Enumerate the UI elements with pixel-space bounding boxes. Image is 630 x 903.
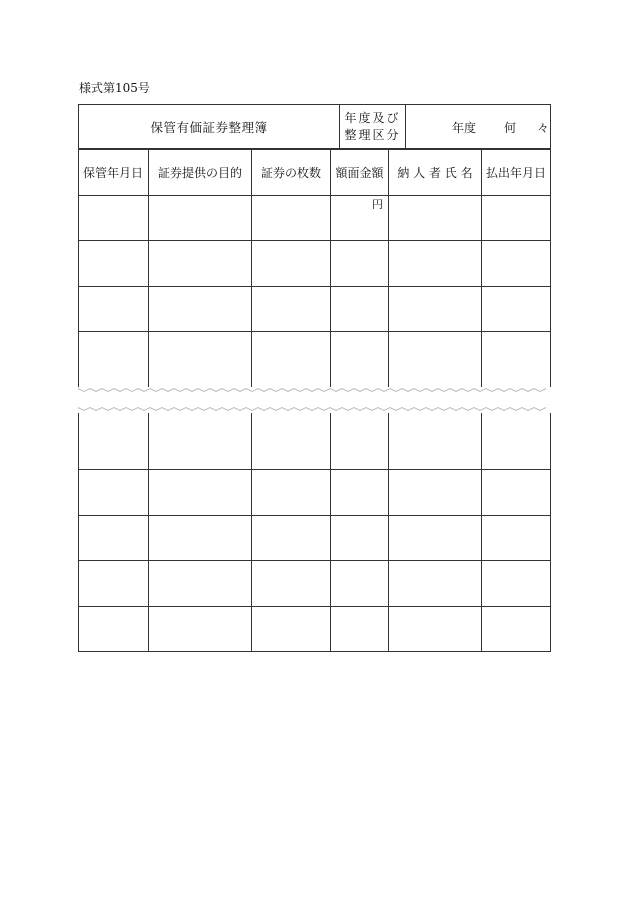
register-title: 保管有価証券整理簿 (150, 119, 268, 135)
wavy-break-lines (78, 387, 551, 413)
column-header-payer-name: 納 人 者 氏 名 (397, 165, 473, 180)
year-category-label-line1: 年度及び (344, 110, 401, 125)
row-divider (78, 560, 551, 561)
header-box (78, 104, 551, 149)
row-divider (78, 195, 551, 196)
row-divider (78, 286, 551, 287)
column-header-count: 証券の枚数 (260, 165, 321, 180)
column-header-purpose: 証券提供の目的 (157, 165, 242, 180)
nendo-text: 年度 (452, 121, 477, 135)
row-divider (78, 606, 551, 607)
table-border-bottom (78, 651, 551, 652)
yen-unit: 円 (372, 198, 383, 211)
form-number: 様式第105号 (79, 81, 150, 95)
row-divider (78, 515, 551, 516)
column-header-face-value: 額面金額 (335, 165, 384, 180)
year-category-value (406, 105, 550, 148)
year-category-label-line2: 整理区分 (344, 127, 401, 142)
row-divider (78, 240, 551, 241)
omission-break (78, 387, 551, 413)
column-header-release-date: 払出年月日 (485, 165, 546, 180)
nani-text: 何 (504, 121, 517, 135)
row-divider (78, 331, 551, 332)
year-category-label (339, 105, 406, 148)
column-header-storage-date: 保管年月日 (82, 165, 143, 180)
repeat-mark: 々 (537, 121, 550, 135)
row-divider (78, 469, 551, 470)
register-table (78, 149, 551, 652)
